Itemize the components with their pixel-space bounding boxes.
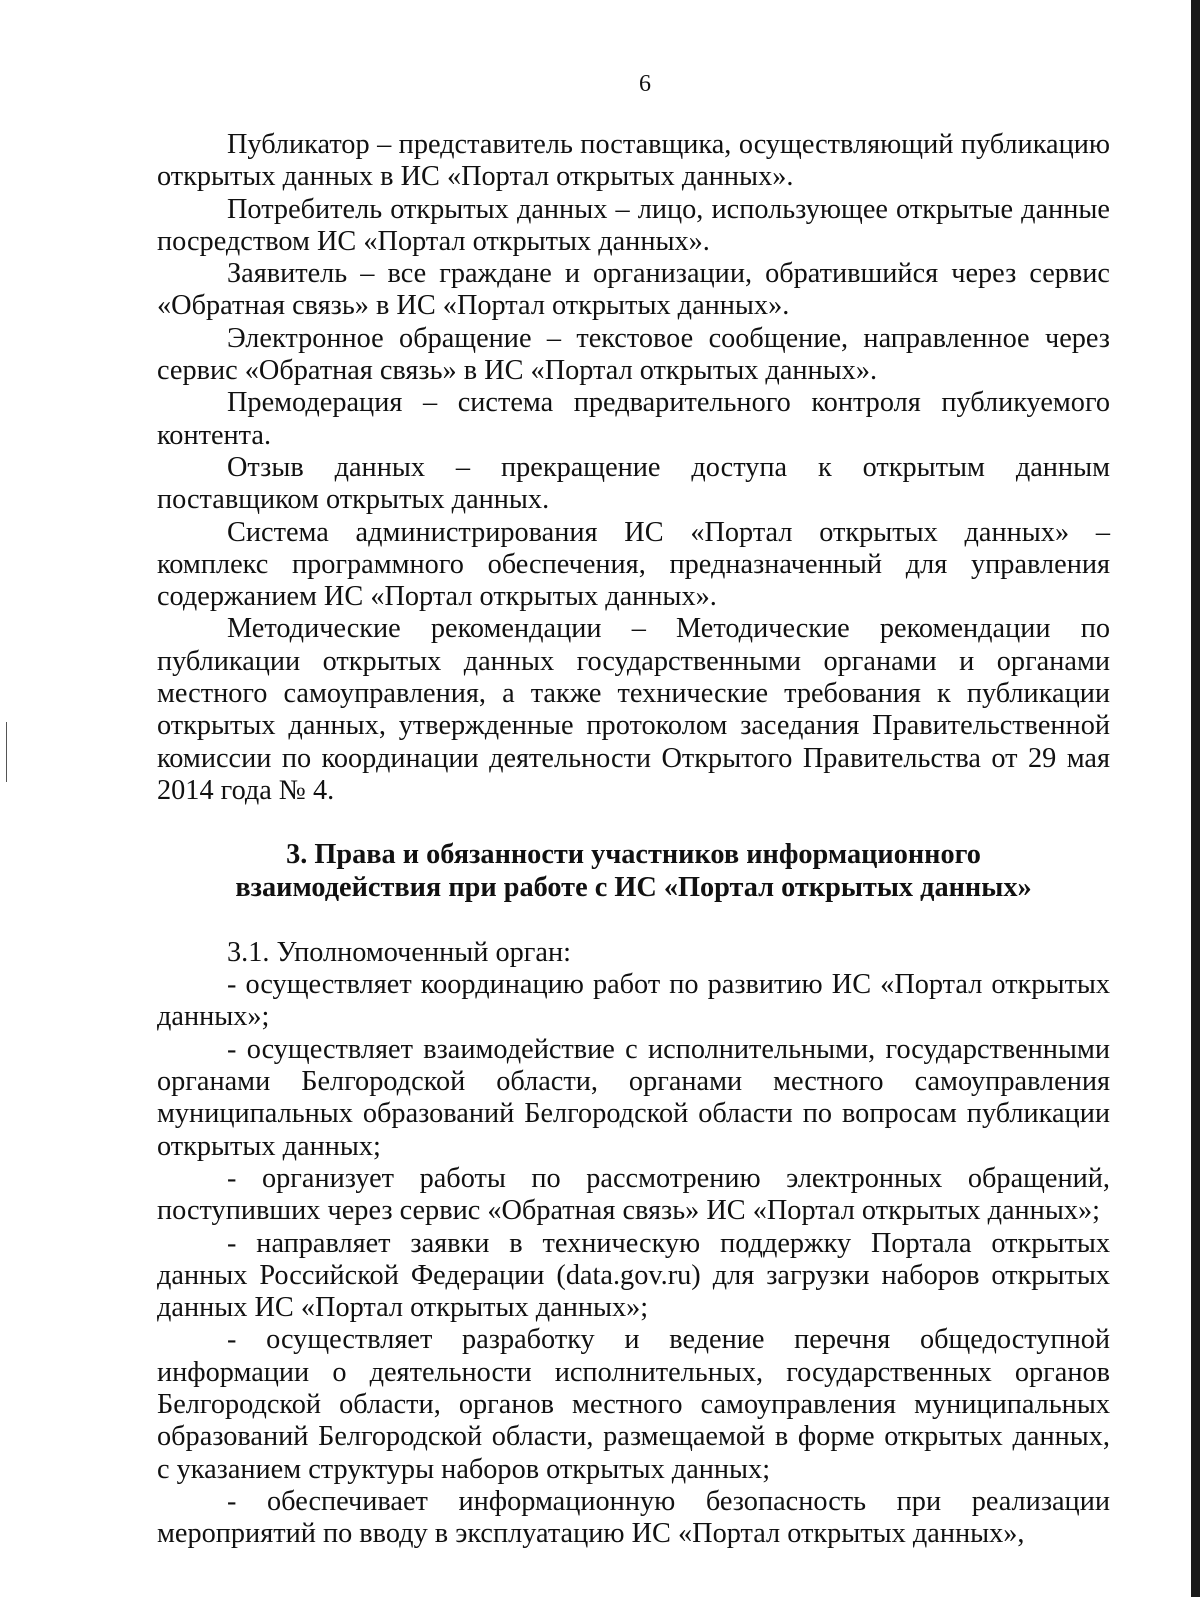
duty-item: - направляет заявки в техническую поддержку Портала открытых данных Российской Федерации (data.gov.ru) для загрузки наборов открытых данных ИС «Портал открытых данных»; xyxy=(157,1227,1110,1324)
definition-paragraph: Методические рекомендации – Методические рекомендации по публикации открытых данных государственными органами и органами местного самоуправления, а также технические требования к публикации открытых данных, утвержденные протоколом заседания Правительственной комиссии по координации деятельности Открытого Правительства от 29 мая 2014 года № 4. xyxy=(157,613,1110,806)
scan-margin-mark xyxy=(6,722,7,782)
duty-item: - осуществляет взаимодействие с исполнительными, государственными органами Белгородской области, органами местного самоуправления муниципальных образований Белгородской области по вопросам публикации открытых данных; xyxy=(157,1033,1110,1162)
definition-paragraph: Электронное обращение – текстовое сообщение, направленное через сервис «Обратная связь» в ИС «Портал открытых данных». xyxy=(157,322,1110,387)
definition-paragraph: Премодерация – система предварительного контроля публикуемого контента. xyxy=(157,387,1110,451)
section-heading xyxy=(157,839,1110,904)
subsection-title: 3.1. Уполномоченный орган: xyxy=(227,936,571,968)
spacer xyxy=(157,807,1110,839)
duty-item: - обеспечивает информационную безопасность при реализации мероприятий по вводу в эксплуатацию ИС «Портал открытых данных», xyxy=(157,1485,1110,1550)
section-heading-line: 3. Права и обязанности участников информационного xyxy=(286,839,981,871)
definition-paragraph: Система администрирования ИС «Портал открытых данных» – комплекс программного обеспечения, предназначенный для управления содержанием ИС «Портал открытых данных». xyxy=(157,516,1110,613)
definition-paragraph: Отзыв данных – прекращение доступа к открытым данным поставщиком открытых данных. xyxy=(157,451,1110,516)
duty-item: - осуществляет координацию работ по развитию ИС «Портал открытых данных»; xyxy=(157,969,1110,1033)
definition-paragraph: Публикатор – представитель поставщика, осуществляющий публикацию открытых данных в ИС «Портал открытых данных». xyxy=(157,129,1110,193)
spacer xyxy=(157,904,1110,937)
duty-item: - осуществляет разработку и ведение перечня общедоступной информации о деятельности исполнительных, государственных органов Белгородской области, органов местного самоуправления муниципальных образований Белгородской области, размещаемой в форме открытых данных, с указанием структуры наборов открытых данных; xyxy=(157,1324,1110,1485)
scan-edge-shadow xyxy=(1191,0,1200,1597)
section-heading-line: взаимодействия при работе с ИС «Портал открытых данных» xyxy=(235,871,1032,903)
definition-paragraph: Заявитель – все граждане и организации, обратившийся через сервис «Обратная связь» в ИС «Портал открытых данных». xyxy=(157,258,1110,322)
page-number: 6 xyxy=(639,71,651,97)
document-body xyxy=(157,129,1110,1550)
duty-item: - организует работы по рассмотрению электронных обращений, поступивших через сервис «Обратная связь» ИС «Портал открытых данных»; xyxy=(157,1162,1110,1227)
definition-paragraph: Потребитель открытых данных – лицо, использующее открытые данные посредством ИС «Портал открытых данных». xyxy=(157,193,1110,257)
